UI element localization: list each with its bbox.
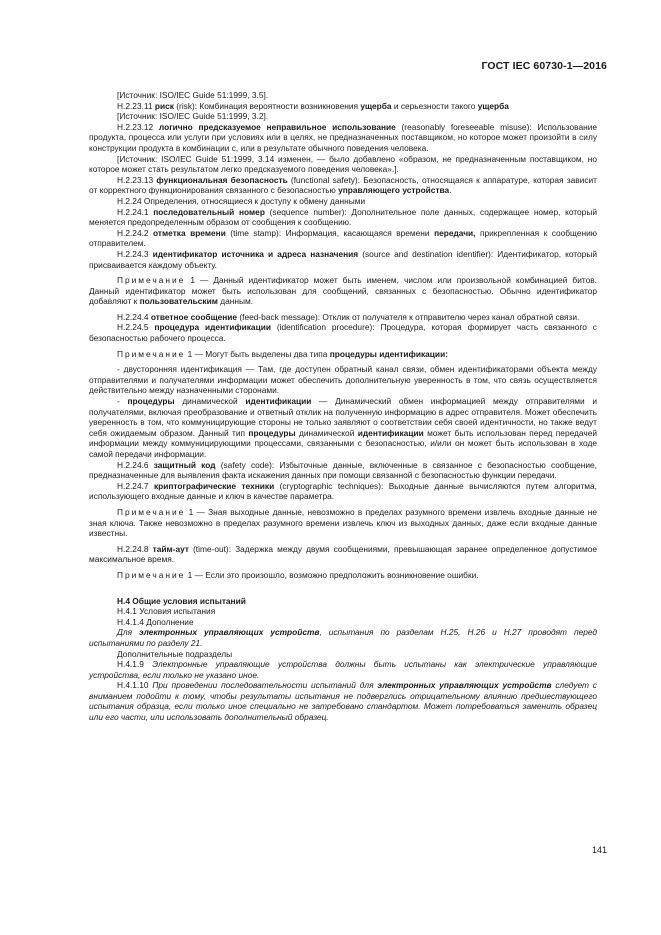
definition-time-out: H.2.24.8 тайм-аут (time-out): Задержка между двумя сообщениями, превышающая заранее определенное допустимое максимальное время. [89, 543, 597, 565]
definition-functional-safety: H.2.23.13 функциональная безопасность (functional safety): Безопасность, относящаяся к аппаратуре, которая зависит от корректного функционирования связанного с безопасностью управляющего устройства. [89, 174, 597, 196]
note-identification-types: Примечание 1 — Могут быть выделены два типа процедуры идентификации: [117, 348, 448, 359]
definition-feedback-message: H.2.24.4 ответное сообщение (feed-back message): Отклик от получателя к отправителю через канал обратной связи. [117, 311, 580, 322]
definition-misuse: H.2.23.12 логично предсказуемое неправильное использование (reasonably foreseeable misuse): Использование продукта, процесса или услуги при условиях или в целях, не предназначенных поставщиком, но которое может произойти в силу конструкции продукта в комбинации с, или в результате обычного поведения человека. [89, 121, 597, 153]
definition-risk: H.2.23.11 риск (risk): Комбинация вероятности возникновения ущерба и серьезности такого ущерба [117, 100, 509, 111]
definition-identification-procedure: H.2.24.5 процедура идентификации (identification procedure): Процедура, которая формирует часть связанного с безопасностью рабочего процесса. [89, 322, 597, 344]
note-crypto: Примечание 1 — Зная выходные данные, невозможно в пределах разумного времени извлечь входные данные не зная ключа. Также невозможно в пределах разумного времени извлечь ключ из выходных данных, даже если входные данные известны. [89, 506, 597, 539]
subsection-h4-1-9: H.4.1.9 Электронные управляющие устройства должны быть испытаны как электрические управляющие устройства, если только не указано иное. [89, 659, 597, 680]
source-note: [Источник: ISO/IEC Guide 51:1999, 3.5]. [117, 90, 269, 100]
definition-crypto: H.2.24.7 криптографические техники (cryptographic techniques): Выходные данные вычисляются путем алгоритма, использующего входные данные и ключ в качестве параметра. [89, 480, 597, 502]
note-identifier: Примечание 1 — Данный идентификатор может быть именем, числом или произвольной комбинацией битов. Данный идентификатор может быть использован для сообщений, связанных с безопасностью. Обычно идентификатор добавляют к пользовательским данным. [89, 275, 597, 307]
subsection-h4-1: H.4.1 Условия испытания [117, 606, 216, 617]
source-note: [Источник: ISO/IEC Guide 51:1999, 3.2]. [117, 111, 269, 122]
section-heading-h4: H.4 Общие условия испытаний [117, 595, 246, 606]
subsection-h4-1-4: H.4.1.4 Дополнение [117, 616, 194, 627]
list-item-two-way: - двусторонняя идентификация — Там, где доступен обратный канал связи, обмен идентификаторами объекта между отправителями и получателями информации может обеспечить дополнительную уверенность в том, что связь осуществляется действительно между назначенными сторонами. [89, 364, 597, 396]
document-body [89, 90, 597, 723]
definition-safety-code: H.2.24.6 защитный код (safety code): Избыточные данные, включенные в связанное с безопасностью сообщение, предназначенные для выявления факта искажения данных при помощи связанной с безопасностью функции передачи. [89, 459, 597, 481]
definition-sequence-number: H.2.24.1 последовательный номер (sequence number): Дополнительное поле данных, содержащее номер, который меняется предопределенным образом от сообщения к сообщению. [89, 206, 597, 228]
section-heading-h2-24: H.2.24 Определения, относящиеся к доступу к обмену данными [117, 195, 366, 206]
note-time-out: Примечание 1 — Если это произошло, возможно предположить возникновение ошибки. [117, 569, 479, 580]
paragraph-electronic-controls: Для электронных управляющих устройств, испытания по разделам H.25, H.26 и H.27 проводят перед испытаниями по разделу 21. [89, 627, 598, 648]
source-note: [Источник: ISO/IEC Guide 51:1999, 3.14 изменен, — было добавлено «образом, не предназначенным поставщиком, но которое может стать результатом легко предсказуемого поведения человека».]. [89, 153, 597, 175]
subsection-h4-1-10: H.4.1.10 При проведении последовательности испытаний для электронных управляющих устройств следует с вниманием подойти к тому, чтобы результаты испытания не подверглись отрицательному влиянию предшествующего испытания образца, если только иное специально не затребовано стандартом. Может потребоваться заменить образец или его части, или использовать дополнительный образец. [89, 680, 597, 723]
definition-time-stamp: H.2.24.2 отметка времени (time stamp): Информация, касающаяся времени передачи, прикрепленная к сообщению отправителем. [89, 227, 597, 249]
document-header: ГОСТ IEC 60730-1—2016 [481, 60, 607, 72]
page-number: 141 [591, 845, 607, 855]
additional-subsections: Дополнительные подразделы [117, 648, 233, 659]
list-item-dynamic: - процедуры динамической идентификации — Динамический обмен информацией между отправителями и получателями, включая преобразование и ответный отклик на полученную информацию в адрес отправителя. Может обеспечить уверенность в том, что коммуницирующие стороны не только заявляют о соответствии себя своей идентичности, но также ведут себя ожидаемым образом. Данный тип процедуры динамической идентификации может быть использован перед передачей информации между коммуницирующими процессами, связанными с безопасностью, и/или он может быть использован в ходе самой передачи информации. [89, 396, 598, 459]
definition-identifier: H.2.24.3 идентификатор источника и адреса назначения (source and destination identifier): Идентификатор, который присваивается каждому объекту. [89, 248, 597, 270]
